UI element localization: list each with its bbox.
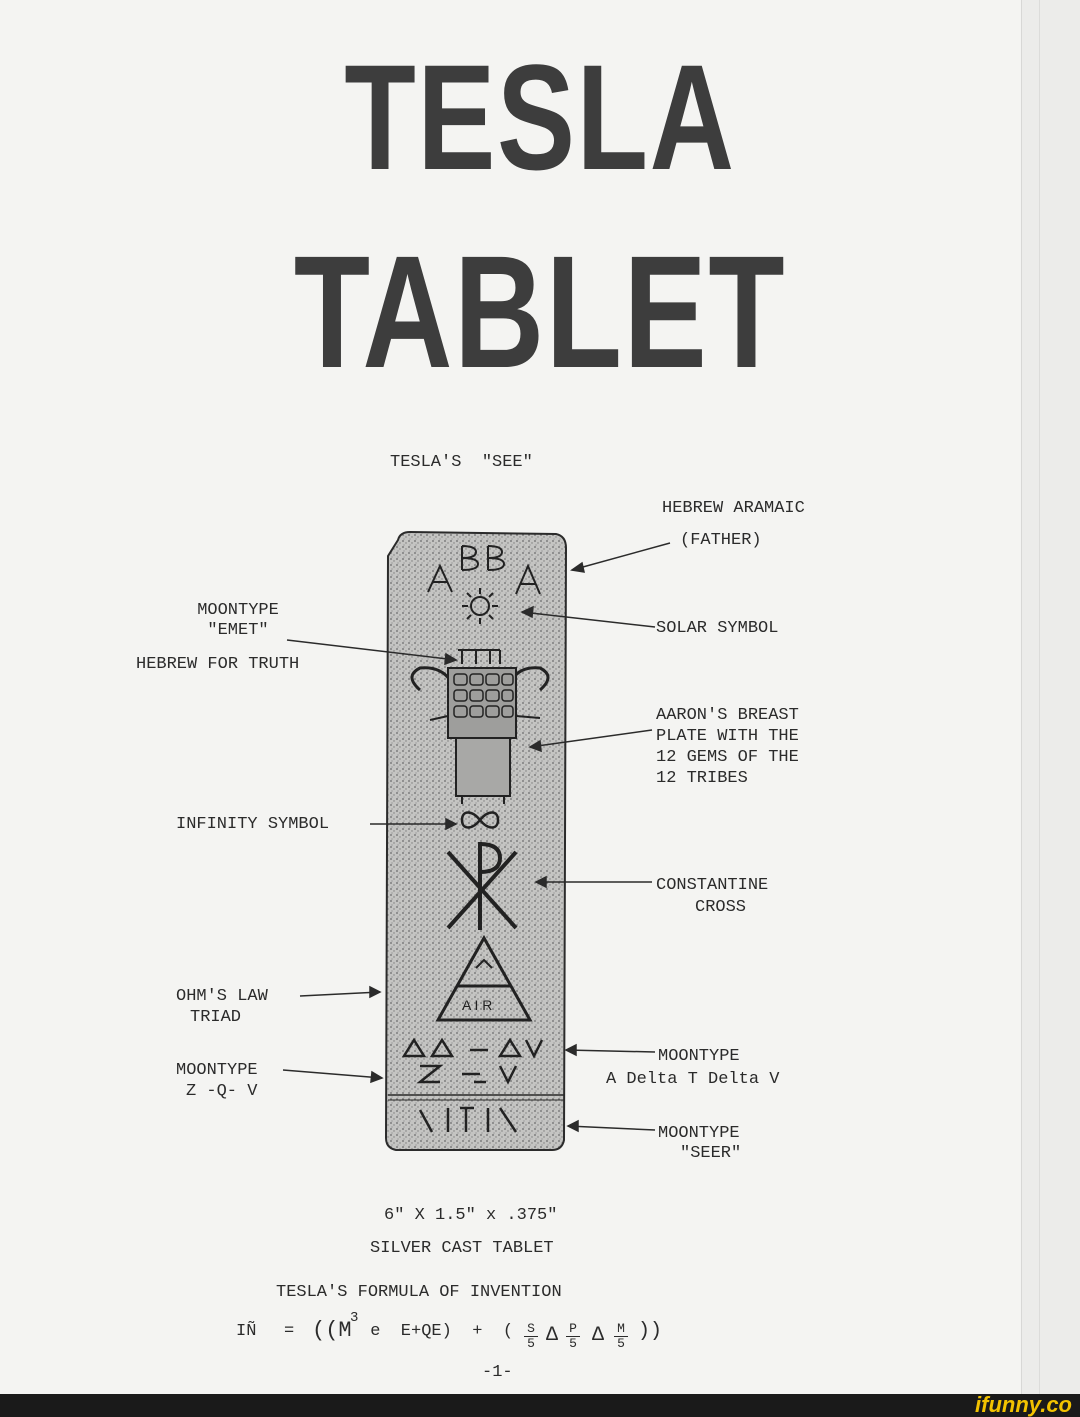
label-breastplate-4: 12 TRIBES: [656, 769, 748, 788]
title-line-1: TESLA: [344, 33, 736, 201]
formula-exponent: 3: [350, 1310, 359, 1326]
label-emet: "EMET": [207, 621, 269, 640]
formula-fraction-m: [614, 1322, 628, 1351]
formula-part1: ((M: [312, 1318, 352, 1343]
label-ohms-law: OHM'S LAW: [176, 987, 268, 1006]
tablet-body: [386, 532, 566, 1150]
label-triad: TRIAD: [190, 1008, 242, 1027]
label-infinity-symbol: INFINITY SYMBOL: [176, 815, 330, 834]
title-line-2: TABLET: [293, 222, 787, 401]
label-zqv: Z -Q- V: [186, 1082, 258, 1101]
ifunny-watermark: ifunny.co: [975, 1392, 1072, 1417]
formula-equals: =: [284, 1322, 295, 1341]
label-father: (FATHER): [680, 531, 762, 550]
label-moontype-zqv: MOONTYPE: [176, 1061, 258, 1080]
formula-close: )): [638, 1320, 663, 1343]
label-breastplate-1: AARON'S BREAST: [656, 706, 799, 725]
fraction-numerator: S: [524, 1322, 538, 1337]
formula-lhs: IÑ: [236, 1322, 257, 1341]
label-hebrew-aramaic: HEBREW ARAMAIC: [662, 499, 805, 518]
label-moontype-seer: MOONTYPE: [658, 1124, 740, 1143]
fraction-numerator: M: [614, 1322, 628, 1337]
fraction-denominator: 5: [527, 1336, 535, 1351]
tablet-material: SILVER CAST TABLET: [370, 1239, 554, 1258]
tablet-dimensions: 6" X 1.5" x .375": [384, 1206, 558, 1225]
watermark-bar: [0, 1394, 1080, 1417]
label-constantine: CONSTANTINE: [656, 876, 769, 895]
label-moontype-emet: MOONTYPE: [197, 601, 279, 620]
fraction-numerator: P: [566, 1322, 580, 1337]
fraction-denominator: 5: [569, 1336, 577, 1351]
page-number: -1-: [482, 1363, 513, 1382]
formula-delta-1: Δ: [546, 1324, 559, 1347]
subtitle: TESLA'S "SEE": [390, 453, 533, 472]
label-delta: A Delta T Delta V: [606, 1070, 780, 1089]
label-hebrew-for-truth: HEBREW FOR TRUTH: [136, 655, 300, 674]
svg-text:A I R: A I R: [462, 997, 493, 1013]
label-moontype-delta: MOONTYPE: [658, 1047, 740, 1066]
label-cross: CROSS: [695, 898, 747, 917]
fraction-denominator: 5: [617, 1336, 625, 1351]
label-breastplate-2: PLATE WITH THE: [656, 727, 799, 746]
formula-delta-2: Δ: [592, 1324, 605, 1347]
formula-heading: TESLA'S FORMULA OF INVENTION: [276, 1283, 562, 1302]
label-seer: "SEER": [680, 1144, 742, 1163]
formula-fraction-s: [524, 1322, 538, 1351]
formula-fraction-p: [566, 1322, 580, 1351]
label-breastplate-3: 12 GEMS OF THE: [656, 748, 799, 767]
formula-part2: e E+QE) + (: [360, 1322, 514, 1341]
label-solar-symbol: SOLAR SYMBOL: [656, 619, 779, 638]
